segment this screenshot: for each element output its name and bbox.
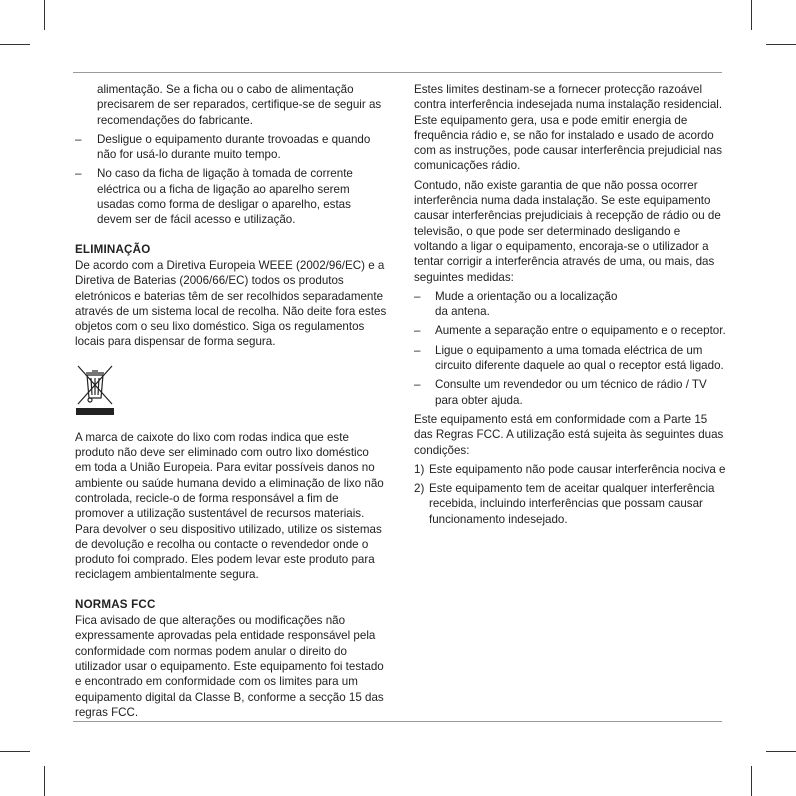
elimination-heading: ELIMINAÇÃO [75,242,151,256]
dash-marker: – [414,378,421,392]
list-item-text: Ligue o equipamento a uma tomada eléctrica de um circuito diferente daquele ao qual o receptor está ligado. [435,343,724,373]
crop-mark-bottom-right-v [751,766,752,796]
guarantee-paragraph: Contudo, não existe garantia de que não possa ocorrer interferência numa dada instalação. Se este equipamento causar interferências prejudiciais à recepção de rádio ou de televisão, o que pode ser determinado desligando e voltando a ligar o equipamento, encoraja-se o utilizador a tentar corrigir a interferência através de uma, ou mais, das seguintes medidas: [414,178,721,284]
list-item-text: Aumente a separação entre o equipamento e o receptor. [435,324,726,338]
crop-mark-top-right-h [766,44,796,45]
list-item [75,132,387,163]
right-column [414,82,726,531]
numbered-item-text: Este equipamento não pode causar interferência nociva e [429,462,726,476]
list-item-text: Desligue o equipamento durante trovoadas e quando não for usá-lo durante muito tempo. [97,132,371,162]
numbered-item-text: Este equipamento tem de aceitar qualquer interferência recebida, incluindo interferências que possam causar funcionamento indesejado. [429,482,715,526]
list-item-text: No caso da ficha de ligação à tomada de corrente eléctrica ou a ficha de ligação ao aparelho serem usadas como forma de desligar o aparelho, estas devem ser de fácil acesso e utilização. [97,167,353,227]
crop-mark-bottom-left-h [0,751,30,752]
elimination-text: De acordo com a Diretiva Europeia WEEE (2002/96/EC) e a Diretiva de Baterias (2006/66/EC) todos os produtos eletrónicos e baterias têm de ser recolhidos separadamente através de um sistema local de recolha. Não deite fora estes objetos com o seu lixo doméstico. Siga os regulamentos locais para dispensar de forma segura. [75,258,387,349]
crop-mark-bottom-right-h [766,751,796,752]
numbered-item [414,462,726,477]
dash-marker: – [414,343,421,357]
top-rule [73,72,722,73]
list-item [414,377,726,408]
intro-continuation: alimentação. Se a ficha ou o cabo de alimentação precisarem de ser reparados, certifique-se de seguir as recomendações do fabricante. [97,83,382,127]
compliance-paragraph: Este equipamento está em conformidade com a Parte 15 das Regras FCC. A utilização está sujeita às seguintes duas condições: [414,412,724,457]
crop-mark-top-right-v [751,0,752,30]
limits-paragraph: Estes limites destinam-se a fornecer protecção razoável contra interferência indesejada numa instalação residencial. Este equipamento gera, usa e pode emitir energia de frequência rádio e, se não for instalado e usado de acordo com as instruções, pode causar interferência prejudicial nas comunicações rádio. [414,83,723,173]
numbered-item [414,481,726,527]
dash-marker: – [75,167,82,181]
list-item [75,166,387,227]
crop-mark-top-left-v [44,0,45,30]
list-item [414,323,726,338]
dash-marker: – [75,132,82,146]
list-item [414,289,726,320]
crossed-out-wheelie-bin-icon [75,364,115,416]
bin-mark-text: A marca de caixote do lixo com rodas indica que este produto não deve ser eliminado com outro lixo doméstico em toda a União Europeia. Para evitar possíveis danos no ambiente ou saúde humana devido a eliminação de lixo não controlada, recicle-o de forma responsável a fim de promover a utilização sustentável de recursos materiais. Para devolver o seu dispositivo utilizado, utilize os sistemas de devolução e recolha ou contacte o revendedor onde o produto foi comprado. Eles podem levar este produto para reciclagem ambientalmente segura. [75,430,384,582]
left-column [75,82,387,724]
number-marker: 1) [414,462,425,476]
list-item-text: Mude a orientação ou a localização da antena. [435,289,618,319]
dash-marker: – [414,289,421,303]
dash-marker: – [414,324,421,338]
fcc-text: Fica avisado de que alterações ou modificações não expressamente aprovadas pela entidade responsável pela conformidade com normas podem anular o direito do utilizador usar o equipamento. Este equipamento foi testado e encontrado em conformidade com os limites para um equipamento digital da Classe B, conforme a secção 15 das regras FCC. [75,614,384,719]
list-item [414,343,726,374]
number-marker: 2) [414,482,425,496]
crop-mark-top-left-h [0,44,30,45]
list-item-text: Consulte um revendedor ou um técnico de rádio / TV para obter ajuda. [435,378,707,407]
fcc-heading: NORMAS FCC [75,597,156,611]
crop-mark-bottom-left-v [44,766,45,796]
